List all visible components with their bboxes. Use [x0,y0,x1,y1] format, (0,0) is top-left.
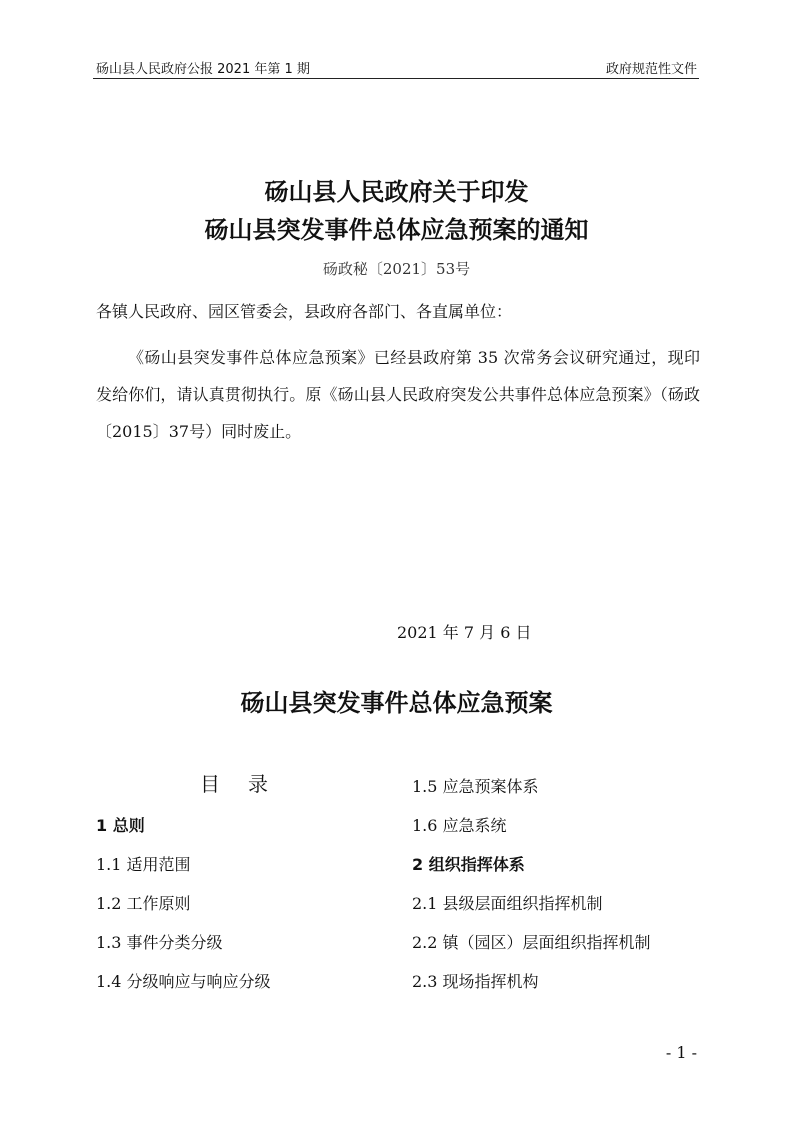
toc-item: 1.4 分级响应与响应分级 [96,972,271,991]
page-number: - 1 - [665,1043,697,1062]
plan-title: 砀山县突发事件总体应急预案 [240,688,553,717]
toc-item: 2.3 现场指挥机构 [412,972,539,991]
header-publication-title: 砀山县人民政府公报 2021 年第 1 期 [96,62,310,77]
toc-item: 2 组织指挥体系 [412,855,525,874]
notice-body-paragraph: 《砀山县突发事件总体应急预案》已经县政府第 35 次常务会议研究通过，现印发给你们，请认真贯彻执行。原《砀山县人民政府突发公共事件总体应急预案》（砀政〔2015〕37号）同时废止。 [96,348,700,441]
toc-item: 1.5 应急预案体系 [412,777,539,796]
toc-item: 2.1 县级层面组织指挥机制 [412,894,603,913]
toc-heading: 目录 [200,772,296,796]
header-document-category: 政府规范性文件 [605,62,697,77]
toc-item: 1.6 应急系统 [412,816,507,835]
issue-date: 2021 年 7 月 6 日 [397,623,532,642]
header-divider [93,78,699,79]
toc-item: 1.3 事件分类分级 [96,933,223,952]
toc-item: 1 总则 [96,816,145,835]
notice-title-line-2: 砀山县突发事件总体应急预案的通知 [204,215,589,244]
toc-item: 1.2 工作原则 [96,894,191,913]
salutation: 各镇人民政府、园区管委会，县政府各部门、各直属单位： [96,302,513,321]
toc-item: 1.1 适用范围 [96,855,191,874]
document-number: 砀政秘〔2021〕53号 [322,260,471,278]
toc-item: 2.2 镇（园区）层面组织指挥机制 [412,933,651,952]
notice-title-line-1: 砀山县人民政府关于印发 [264,177,529,206]
